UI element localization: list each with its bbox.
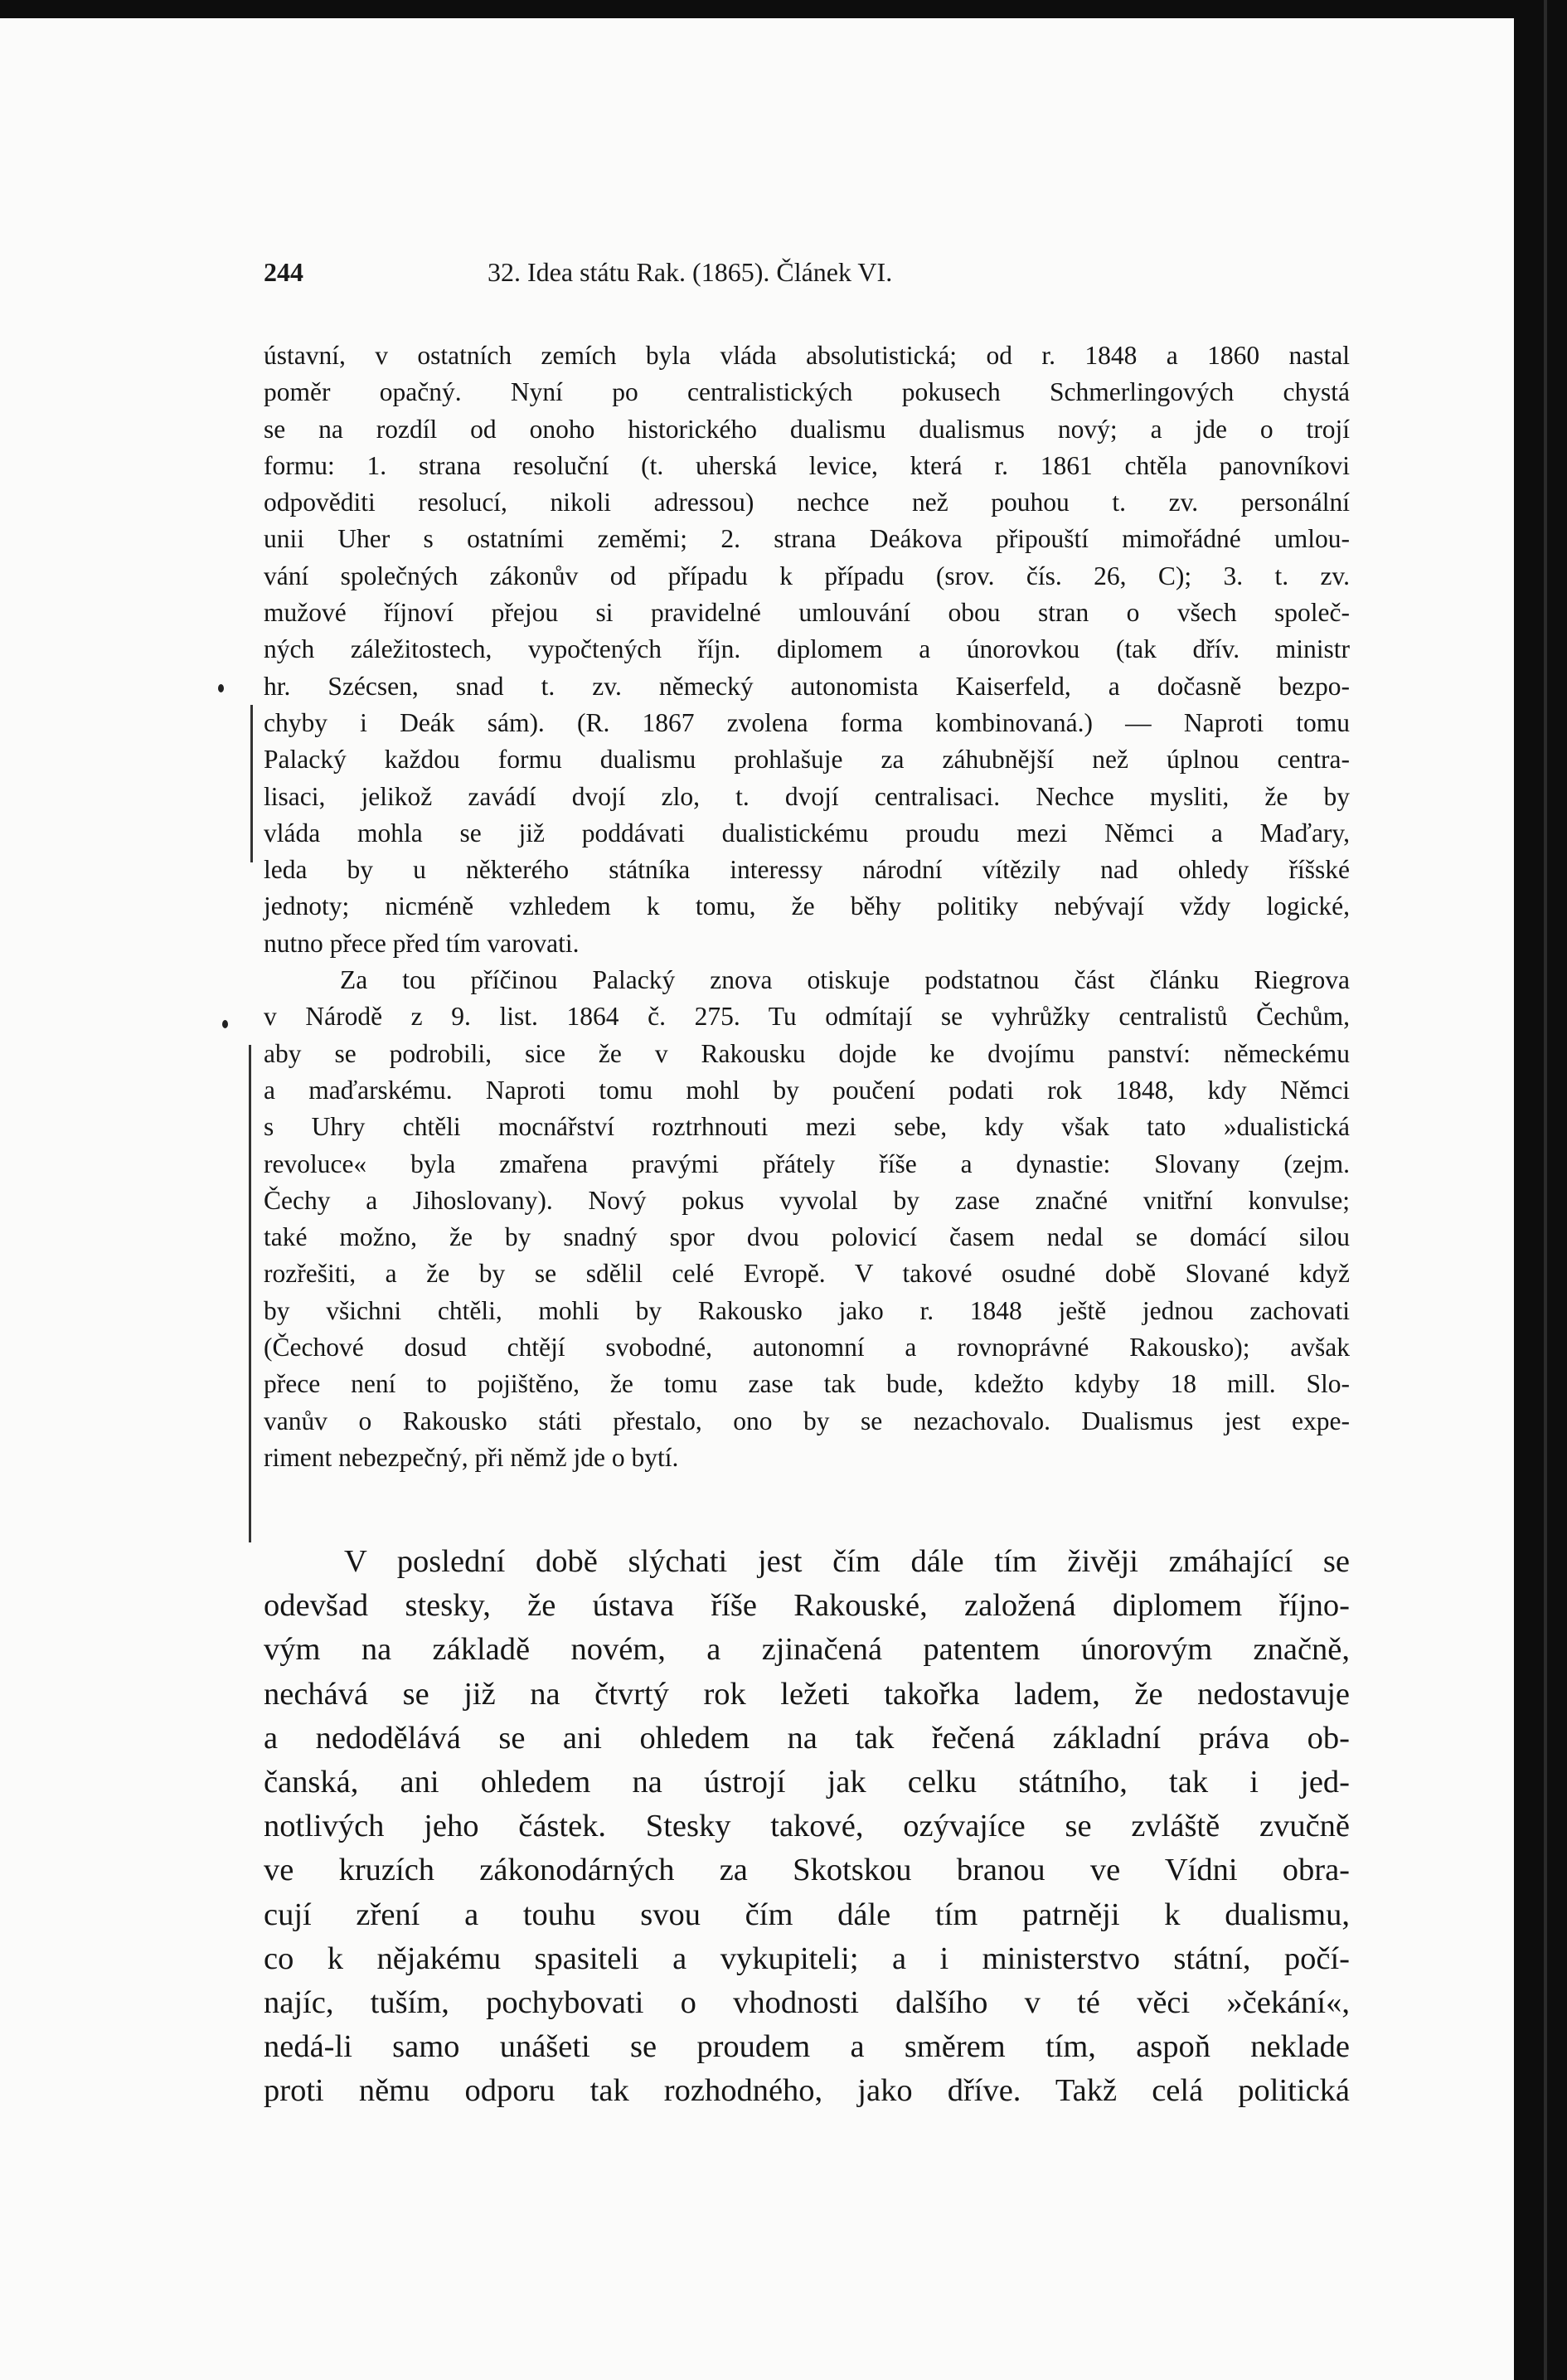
chapter-title: 32. Idea státu Rak. (1865). Článek VI. (488, 257, 893, 287)
margin-speck (222, 1020, 228, 1028)
text-line: mužové říjnoví přejou si pravidelné umlouvání obou stran o všech společ- (264, 598, 1350, 628)
text-line: notlivých jeho částek. Stesky takové, ozývajíce se zvláště zvučně (264, 1809, 1350, 1844)
text-line: cují zření a touhu svou čím dále tím patrněji k dualismu, (264, 1897, 1350, 1932)
text-line: nechává se již na čtvrtý rok ležeti takořka ladem, že nedostavuje (264, 1676, 1350, 1712)
page-number: 244 (264, 257, 303, 287)
text-line: Za tou příčinou Palacký znova otiskuje podstatnou část článku Riegrova (340, 965, 1350, 995)
text-line: odevšad stesky, že ústava říše Rakouské, založená diplomem říjno- (264, 1588, 1350, 1624)
text-line: vým na základě novém, a zjinačená patentem únorovým značně, (264, 1632, 1350, 1668)
margin-pencil-mark (249, 1045, 251, 1542)
scan-edge-rule (1544, 0, 1547, 2380)
text-line: nutno přece před tím varovati. (264, 928, 580, 958)
note-paragraph-2 (264, 962, 1350, 1476)
text-line: rozřešiti, a že by se sdělil celé Evropě. V takové osudné době Slované když (264, 1259, 1350, 1289)
text-line: by všichni chtěli, mohli by Rakousko jako r. 1848 ještě jednou zachovati (264, 1295, 1350, 1325)
text-line: V poslední době slýchati jest čím dále tím živěji zmáhající se (344, 1544, 1350, 1579)
text-line: Palacký každou formu dualismu prohlašuje za záhubnější než úplnou centra- (264, 745, 1350, 775)
text-line: vání společných zákonův od případu k případu (srov. čís. 26, C); 3. t. zv. (264, 561, 1350, 590)
text-line: také možno, že by snadný spor dvou polovicí časem nedal se domácí silou (264, 1222, 1350, 1252)
text-line: (Čechové dosud chtějí svobodné, autonomní a rovnoprávné Rakousko); avšak (264, 1333, 1350, 1362)
text-line: unii Uher s ostatními zeměmi; 2. strana Deákova připouští mimořádné umlou- (264, 524, 1350, 554)
text-line: ústavní, v ostatních zemích byla vláda absolutistická; od r. 1848 a 1860 nastal (264, 341, 1350, 370)
text-line: aby se podrobili, sice že v Rakousku dojde ke dvojímu panství: německému (264, 1038, 1350, 1068)
text-line: odpověditi resolucí, nikoli adressou) nechce než pouhou t. zv. personální (264, 488, 1350, 517)
text-line: leda by u některého státníka interessy národní vítězily nad ohledy říšské (264, 855, 1350, 885)
text-line: se na rozdíl od onoho historického dualismu dualismus nový; a jde o trojí (264, 414, 1350, 444)
text-line: nedá-li samo unášeti se proudem a směrem tím, aspoň neklade (264, 2029, 1350, 2065)
text-line: ných záležitostech, vypočtených říjn. diplomem a únorovkou (tak dřív. ministr (264, 634, 1350, 664)
book-page (0, 18, 1514, 2380)
text-line: čanská, ani ohledem na ústrojí jak celku státního, tak i jed- (264, 1765, 1350, 1800)
text-line: přece není to pojištěno, že tomu zase tak bude, kdežto kdyby 18 mill. Slo- (264, 1369, 1350, 1399)
text-line: poměr opačný. Nyní po centralistických pokusech Schmerlingových chystá (264, 377, 1350, 407)
margin-pencil-mark (250, 705, 253, 862)
text-line: lisaci, jelikož zavádí dvojí zlo, t. dvojí centralisaci. Nechce mysliti, že by (264, 781, 1350, 811)
text-line: hr. Szécsen, snad t. zv. německý autonomista Kaiserfeld, a dočasně bezpo- (264, 671, 1350, 701)
text-line: a nedodělává se ani ohledem na tak řečená základní práva ob- (264, 1720, 1350, 1756)
text-line: vláda mohla se již poddávati dualistickému proudu mezi Němci a Maďary, (264, 818, 1350, 848)
text-line: chyby i Deák sám). (R. 1867 zvolena forma kombinovaná.) — Naproti tomu (264, 707, 1350, 737)
text-line: riment nebezpečný, při němž jde o bytí. (264, 1442, 679, 1472)
text-line: Čechy a Jihoslovany). Nový pokus vyvolal by zase značné vnitřní konvulse; (264, 1185, 1350, 1215)
text-line: ve kruzích zákonodárných za Skotskou branou ve Vídni obra- (264, 1853, 1350, 1888)
main-text-block (264, 1540, 1350, 2114)
text-line: formu: 1. strana resoluční (t. uherská levice, která r. 1861 chtěla panovníkovi (264, 450, 1350, 480)
text-line: revoluce« byla zmařena pravými přátely říše a dynastie: Slovany (zejm. (264, 1149, 1350, 1178)
text-line: v Národě z 9. list. 1864 č. 275. Tu odmítají se vyhrůžky centralistů Čechům, (264, 1002, 1350, 1032)
text-line: vanův o Rakousko státi přestalo, ono by se nezachovalo. Dualismus jest expe- (264, 1406, 1350, 1435)
text-line: najíc, tuším, pochybovati o vhodnosti dalšího v té věci »čekání«, (264, 1985, 1350, 2021)
note-paragraph-1 (264, 338, 1350, 962)
text-line: a maďarskému. Naproti tomu mohl by poučení podati rok 1848, kdy Němci (264, 1075, 1350, 1105)
text-line: proti němu odporu tak rozhodného, jako dříve. Takž celá politická (264, 2073, 1350, 2109)
text-line: s Uhry chtěli mocnářství roztrhnouti mezi sebe, kdy však tato »dualistická (264, 1112, 1350, 1142)
footnote-block (264, 338, 1350, 1476)
text-line: co k nějakému spasiteli a vykupiteli; a i ministerstvo státní, počí- (264, 1940, 1350, 1976)
margin-speck (218, 684, 224, 692)
text-line: jednoty; nicméně vzhledem k tomu, že běhy politiky nebývají vždy logické, (264, 891, 1350, 921)
